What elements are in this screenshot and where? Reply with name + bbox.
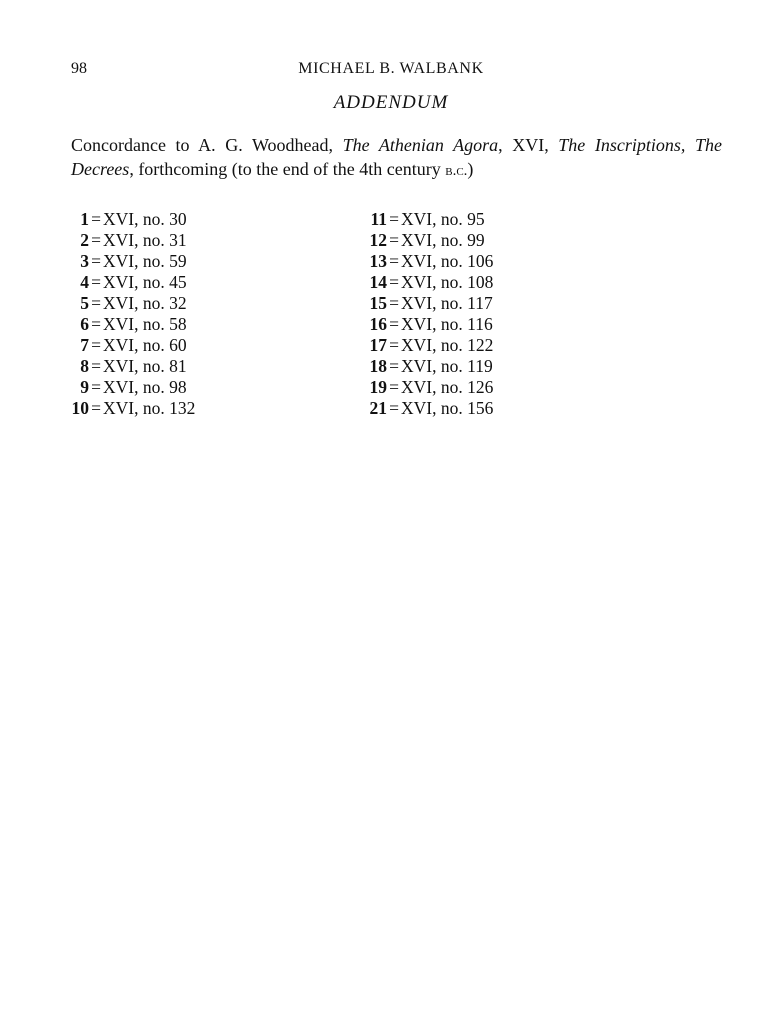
entry-reference: XVI, no. 95	[401, 209, 485, 229]
concordance-row	[358, 314, 493, 335]
page-number: 98	[71, 60, 87, 77]
concordance-row	[60, 251, 195, 272]
entry-number: 2	[80, 230, 89, 250]
equals-sign: =	[91, 293, 101, 313]
entry-number: 5	[80, 293, 89, 313]
entry-number: 16	[369, 314, 387, 334]
entry-reference: XVI, no. 132	[103, 398, 196, 418]
equals-sign: =	[91, 356, 101, 376]
entry-number: 17	[369, 335, 387, 355]
equals-sign: =	[389, 251, 399, 271]
concordance-row	[358, 209, 493, 230]
running-head: MICHAEL B. WALBANK	[298, 60, 484, 77]
entry-reference: XVI, no. 99	[401, 230, 485, 250]
entry-reference: XVI, no. 32	[103, 293, 187, 313]
entry-reference: XVI, no. 117	[401, 293, 493, 313]
concordance-left-column	[60, 209, 195, 419]
entry-number: 18	[369, 356, 387, 376]
concordance-row	[60, 209, 195, 230]
concordance-row	[358, 272, 493, 293]
concordance-row	[60, 314, 195, 335]
entry-reference: XVI, no. 45	[103, 272, 187, 292]
equals-sign: =	[91, 377, 101, 397]
concordance-row	[60, 335, 195, 356]
entry-number: 3	[80, 251, 89, 271]
concordance-row	[60, 356, 195, 377]
intro-text-4: )	[467, 159, 474, 179]
entry-reference: XVI, no. 30	[103, 209, 187, 229]
equals-sign: =	[91, 335, 101, 355]
entry-reference: XVI, no. 119	[401, 356, 493, 376]
concordance-row	[60, 230, 195, 251]
section-title: ADDENDUM	[333, 92, 449, 113]
entry-number: 11	[370, 209, 387, 229]
equals-sign: =	[91, 230, 101, 250]
intro-text-2: , XVI,	[498, 135, 559, 155]
intro-title-decrees: The Inscriptions, The Decrees	[71, 135, 722, 179]
intro-text-1: Concordance to A. G. Woodhead,	[71, 135, 343, 155]
entry-number: 7	[80, 335, 89, 355]
concordance-row	[60, 272, 195, 293]
concordance-row	[60, 377, 195, 398]
entry-reference: XVI, no. 156	[401, 398, 494, 418]
intro-paragraph	[71, 133, 722, 183]
concordance-row	[60, 398, 195, 419]
entry-reference: XVI, no. 81	[103, 356, 187, 376]
entry-number: 9	[80, 377, 89, 397]
entry-reference: XVI, no. 126	[401, 377, 494, 397]
equals-sign: =	[389, 314, 399, 334]
equals-sign: =	[389, 335, 399, 355]
concordance-row	[358, 335, 493, 356]
equals-sign: =	[389, 356, 399, 376]
entry-number: 19	[369, 377, 387, 397]
equals-sign: =	[389, 377, 399, 397]
entry-reference: XVI, no. 106	[401, 251, 494, 271]
entry-reference: XVI, no. 122	[401, 335, 494, 355]
entry-number: 13	[369, 251, 387, 271]
concordance-row	[358, 251, 493, 272]
equals-sign: =	[389, 209, 399, 229]
equals-sign: =	[389, 398, 399, 418]
equals-sign: =	[389, 230, 399, 250]
equals-sign: =	[91, 314, 101, 334]
concordance-row	[358, 398, 493, 419]
entry-reference: XVI, no. 60	[103, 335, 187, 355]
equals-sign: =	[389, 272, 399, 292]
entry-number: 4	[80, 272, 89, 292]
entry-number: 10	[71, 398, 89, 418]
entry-number: 12	[369, 230, 387, 250]
concordance-right-column	[358, 209, 493, 419]
entry-reference: XVI, no. 98	[103, 377, 187, 397]
equals-sign: =	[91, 272, 101, 292]
concordance-row	[358, 230, 493, 251]
intro-era: b.c.	[445, 163, 468, 179]
entry-number: 8	[80, 356, 89, 376]
intro-text-3: , forthcoming (to the end of the 4th century	[129, 159, 446, 179]
concordance-row	[60, 293, 195, 314]
equals-sign: =	[91, 209, 101, 229]
entry-reference: XVI, no. 31	[103, 230, 187, 250]
entry-number: 21	[369, 398, 387, 418]
entry-reference: XVI, no. 116	[401, 314, 493, 334]
concordance-row	[358, 293, 493, 314]
intro-title-agora: The Athenian Agora	[342, 135, 499, 155]
entry-number: 6	[80, 314, 89, 334]
entry-number: 15	[369, 293, 387, 313]
concordance-row	[358, 377, 493, 398]
equals-sign: =	[389, 293, 399, 313]
entry-number: 14	[369, 272, 387, 292]
entry-reference: XVI, no. 108	[401, 272, 494, 292]
equals-sign: =	[91, 251, 101, 271]
entry-number: 1	[80, 209, 89, 229]
entry-reference: XVI, no. 58	[103, 314, 187, 334]
equals-sign: =	[91, 398, 101, 418]
concordance-row	[358, 356, 493, 377]
entry-reference: XVI, no. 59	[103, 251, 187, 271]
